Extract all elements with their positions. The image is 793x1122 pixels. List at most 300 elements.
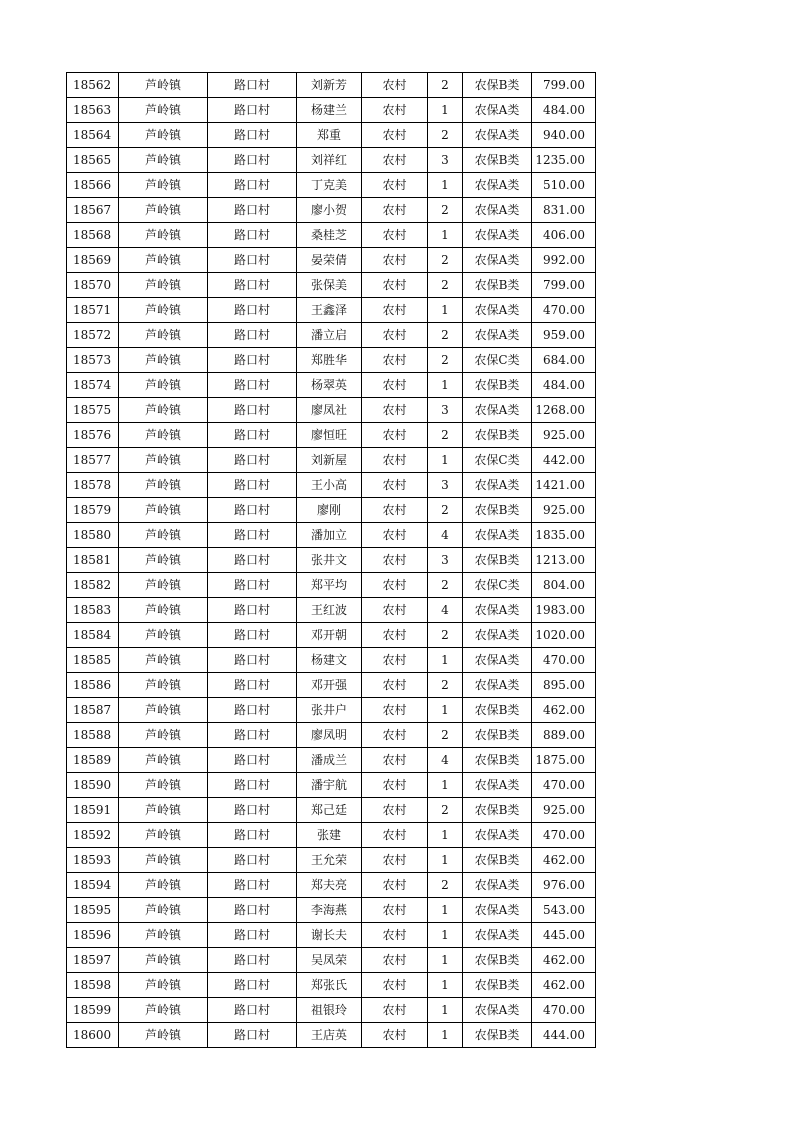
record-id-cell: 18589 (67, 748, 119, 773)
household-count-cell: 2 (428, 273, 463, 298)
village-cell: 路口村 (208, 448, 297, 473)
category-cell: 农保B类 (463, 423, 532, 448)
record-id-cell: 18565 (67, 148, 119, 173)
village-cell: 路口村 (208, 973, 297, 998)
village-cell: 路口村 (208, 123, 297, 148)
name-cell: 杨翠英 (297, 373, 362, 398)
table-row (67, 123, 596, 148)
name-cell: 邓开强 (297, 673, 362, 698)
area-type-cell: 农村 (362, 898, 428, 923)
record-id-cell: 18586 (67, 673, 119, 698)
record-id-cell: 18576 (67, 423, 119, 448)
record-id-cell: 18570 (67, 273, 119, 298)
category-cell: 农保A类 (463, 473, 532, 498)
village-cell: 路口村 (208, 273, 297, 298)
table-body (67, 73, 596, 1048)
town-cell: 芦岭镇 (119, 673, 208, 698)
town-cell: 芦岭镇 (119, 123, 208, 148)
area-type-cell: 农村 (362, 748, 428, 773)
household-count-cell: 2 (428, 423, 463, 448)
name-cell: 刘新芳 (297, 73, 362, 98)
record-id-cell: 18563 (67, 98, 119, 123)
household-count-cell: 2 (428, 723, 463, 748)
household-count-cell: 1 (428, 173, 463, 198)
table-row (67, 698, 596, 723)
village-cell: 路口村 (208, 723, 297, 748)
household-count-cell: 3 (428, 548, 463, 573)
amount-cell: 470.00 (532, 648, 596, 673)
amount-cell: 895.00 (532, 673, 596, 698)
area-type-cell: 农村 (362, 123, 428, 148)
amount-cell: 925.00 (532, 498, 596, 523)
category-cell: 农保A类 (463, 323, 532, 348)
table-row (67, 1023, 596, 1048)
area-type-cell: 农村 (362, 273, 428, 298)
area-type-cell: 农村 (362, 298, 428, 323)
household-count-cell: 2 (428, 573, 463, 598)
household-count-cell: 2 (428, 73, 463, 98)
table-row (67, 623, 596, 648)
town-cell: 芦岭镇 (119, 73, 208, 98)
category-cell: 农保A类 (463, 248, 532, 273)
village-cell: 路口村 (208, 648, 297, 673)
amount-cell: 470.00 (532, 823, 596, 848)
record-id-cell: 18575 (67, 398, 119, 423)
town-cell: 芦岭镇 (119, 948, 208, 973)
table-row (67, 98, 596, 123)
table-row (67, 673, 596, 698)
village-cell: 路口村 (208, 148, 297, 173)
household-count-cell: 1 (428, 298, 463, 323)
area-type-cell: 农村 (362, 73, 428, 98)
name-cell: 杨建文 (297, 648, 362, 673)
record-id-cell: 18600 (67, 1023, 119, 1048)
amount-cell: 470.00 (532, 998, 596, 1023)
amount-cell: 976.00 (532, 873, 596, 898)
table-row (67, 73, 596, 98)
village-cell: 路口村 (208, 598, 297, 623)
village-cell: 路口村 (208, 98, 297, 123)
amount-cell: 470.00 (532, 773, 596, 798)
town-cell: 芦岭镇 (119, 448, 208, 473)
town-cell: 芦岭镇 (119, 373, 208, 398)
category-cell: 农保A类 (463, 223, 532, 248)
household-count-cell: 3 (428, 473, 463, 498)
household-count-cell: 1 (428, 698, 463, 723)
record-id-cell: 18592 (67, 823, 119, 848)
town-cell: 芦岭镇 (119, 173, 208, 198)
category-cell: 农保A类 (463, 898, 532, 923)
village-cell: 路口村 (208, 198, 297, 223)
amount-cell: 1235.00 (532, 148, 596, 173)
village-cell: 路口村 (208, 298, 297, 323)
record-id-cell: 18564 (67, 123, 119, 148)
village-cell: 路口村 (208, 823, 297, 848)
household-count-cell: 2 (428, 673, 463, 698)
name-cell: 邓开朝 (297, 623, 362, 648)
area-type-cell: 农村 (362, 598, 428, 623)
household-count-cell: 1 (428, 973, 463, 998)
category-cell: 农保B类 (463, 948, 532, 973)
town-cell: 芦岭镇 (119, 1023, 208, 1048)
area-type-cell: 农村 (362, 798, 428, 823)
record-id-cell: 18573 (67, 348, 119, 373)
table-row (67, 573, 596, 598)
village-cell: 路口村 (208, 623, 297, 648)
area-type-cell: 农村 (362, 1023, 428, 1048)
name-cell: 张井户 (297, 698, 362, 723)
household-count-cell: 2 (428, 623, 463, 648)
table-row (67, 298, 596, 323)
record-id-cell: 18582 (67, 573, 119, 598)
category-cell: 农保B类 (463, 548, 532, 573)
amount-cell: 462.00 (532, 848, 596, 873)
amount-cell: 799.00 (532, 273, 596, 298)
area-type-cell: 农村 (362, 248, 428, 273)
town-cell: 芦岭镇 (119, 473, 208, 498)
name-cell: 王小高 (297, 473, 362, 498)
table-row (67, 273, 596, 298)
amount-cell: 1421.00 (532, 473, 596, 498)
name-cell: 张保美 (297, 273, 362, 298)
category-cell: 农保B类 (463, 973, 532, 998)
name-cell: 刘新屋 (297, 448, 362, 473)
household-count-cell: 2 (428, 798, 463, 823)
town-cell: 芦岭镇 (119, 298, 208, 323)
area-type-cell: 农村 (362, 148, 428, 173)
town-cell: 芦岭镇 (119, 423, 208, 448)
name-cell: 潘成兰 (297, 748, 362, 773)
table-row (67, 898, 596, 923)
name-cell: 王允荣 (297, 848, 362, 873)
town-cell: 芦岭镇 (119, 348, 208, 373)
category-cell: 农保B类 (463, 748, 532, 773)
name-cell: 祖银玲 (297, 998, 362, 1023)
amount-cell: 484.00 (532, 373, 596, 398)
village-cell: 路口村 (208, 73, 297, 98)
town-cell: 芦岭镇 (119, 748, 208, 773)
category-cell: 农保B类 (463, 148, 532, 173)
village-cell: 路口村 (208, 798, 297, 823)
table-row (67, 148, 596, 173)
table-row (67, 398, 596, 423)
name-cell: 郑平均 (297, 573, 362, 598)
table-row (67, 548, 596, 573)
table-row (67, 998, 596, 1023)
area-type-cell: 农村 (362, 773, 428, 798)
name-cell: 潘宇航 (297, 773, 362, 798)
table-row (67, 323, 596, 348)
village-cell: 路口村 (208, 1023, 297, 1048)
area-type-cell: 农村 (362, 848, 428, 873)
household-count-cell: 4 (428, 598, 463, 623)
village-cell: 路口村 (208, 398, 297, 423)
area-type-cell: 农村 (362, 573, 428, 598)
name-cell: 廖刚 (297, 498, 362, 523)
category-cell: 农保A类 (463, 873, 532, 898)
town-cell: 芦岭镇 (119, 698, 208, 723)
name-cell: 郑夫亮 (297, 873, 362, 898)
record-id-cell: 18580 (67, 523, 119, 548)
village-cell: 路口村 (208, 873, 297, 898)
town-cell: 芦岭镇 (119, 573, 208, 598)
town-cell: 芦岭镇 (119, 973, 208, 998)
category-cell: 农保A类 (463, 523, 532, 548)
record-id-cell: 18577 (67, 448, 119, 473)
village-cell: 路口村 (208, 573, 297, 598)
category-cell: 农保A类 (463, 773, 532, 798)
area-type-cell: 农村 (362, 673, 428, 698)
name-cell: 李海燕 (297, 898, 362, 923)
town-cell: 芦岭镇 (119, 898, 208, 923)
town-cell: 芦岭镇 (119, 398, 208, 423)
table-row (67, 648, 596, 673)
household-count-cell: 1 (428, 1023, 463, 1048)
town-cell: 芦岭镇 (119, 998, 208, 1023)
household-count-cell: 4 (428, 523, 463, 548)
record-id-cell: 18588 (67, 723, 119, 748)
amount-cell: 1268.00 (532, 398, 596, 423)
area-type-cell: 农村 (362, 198, 428, 223)
amount-cell: 831.00 (532, 198, 596, 223)
category-cell: 农保B类 (463, 273, 532, 298)
area-type-cell: 农村 (362, 648, 428, 673)
household-count-cell: 1 (428, 898, 463, 923)
town-cell: 芦岭镇 (119, 148, 208, 173)
record-id-cell: 18574 (67, 373, 119, 398)
area-type-cell: 农村 (362, 523, 428, 548)
table-row (67, 473, 596, 498)
table-row (67, 823, 596, 848)
name-cell: 廖恒旺 (297, 423, 362, 448)
record-id-cell: 18585 (67, 648, 119, 673)
town-cell: 芦岭镇 (119, 523, 208, 548)
name-cell: 晏荣倩 (297, 248, 362, 273)
area-type-cell: 农村 (362, 173, 428, 198)
town-cell: 芦岭镇 (119, 848, 208, 873)
household-count-cell: 1 (428, 923, 463, 948)
amount-cell: 406.00 (532, 223, 596, 248)
name-cell: 刘祥红 (297, 148, 362, 173)
table-row (67, 423, 596, 448)
category-cell: 农保B类 (463, 498, 532, 523)
amount-cell: 462.00 (532, 698, 596, 723)
name-cell: 郑张氏 (297, 973, 362, 998)
name-cell: 丁克美 (297, 173, 362, 198)
town-cell: 芦岭镇 (119, 623, 208, 648)
household-count-cell: 2 (428, 498, 463, 523)
amount-cell: 940.00 (532, 123, 596, 148)
name-cell: 廖小贺 (297, 198, 362, 223)
amount-cell: 684.00 (532, 348, 596, 373)
category-cell: 农保A类 (463, 198, 532, 223)
village-cell: 路口村 (208, 473, 297, 498)
name-cell: 王店英 (297, 1023, 362, 1048)
category-cell: 农保C类 (463, 348, 532, 373)
amount-cell: 462.00 (532, 948, 596, 973)
town-cell: 芦岭镇 (119, 648, 208, 673)
category-cell: 农保A类 (463, 998, 532, 1023)
household-count-cell: 2 (428, 123, 463, 148)
record-id-cell: 18579 (67, 498, 119, 523)
record-id-cell: 18594 (67, 873, 119, 898)
category-cell: 农保A类 (463, 173, 532, 198)
household-count-cell: 2 (428, 348, 463, 373)
village-cell: 路口村 (208, 348, 297, 373)
category-cell: 农保B类 (463, 798, 532, 823)
amount-cell: 1983.00 (532, 598, 596, 623)
area-type-cell: 农村 (362, 423, 428, 448)
name-cell: 桑桂芝 (297, 223, 362, 248)
village-cell: 路口村 (208, 923, 297, 948)
area-type-cell: 农村 (362, 823, 428, 848)
record-id-cell: 18597 (67, 948, 119, 973)
table-row (67, 523, 596, 548)
area-type-cell: 农村 (362, 998, 428, 1023)
category-cell: 农保A类 (463, 673, 532, 698)
record-id-cell: 18591 (67, 798, 119, 823)
record-id-cell: 18568 (67, 223, 119, 248)
household-count-cell: 1 (428, 448, 463, 473)
category-cell: 农保B类 (463, 723, 532, 748)
area-type-cell: 农村 (362, 348, 428, 373)
village-cell: 路口村 (208, 373, 297, 398)
category-cell: 农保B类 (463, 373, 532, 398)
town-cell: 芦岭镇 (119, 548, 208, 573)
village-cell: 路口村 (208, 698, 297, 723)
record-id-cell: 18596 (67, 923, 119, 948)
household-count-cell: 1 (428, 773, 463, 798)
amount-cell: 442.00 (532, 448, 596, 473)
name-cell: 郑重 (297, 123, 362, 148)
table-row (67, 798, 596, 823)
category-cell: 农保A类 (463, 648, 532, 673)
village-cell: 路口村 (208, 248, 297, 273)
amount-cell: 925.00 (532, 798, 596, 823)
table-row (67, 848, 596, 873)
town-cell: 芦岭镇 (119, 723, 208, 748)
town-cell: 芦岭镇 (119, 223, 208, 248)
category-cell: 农保A类 (463, 923, 532, 948)
category-cell: 农保B类 (463, 698, 532, 723)
name-cell: 廖凤明 (297, 723, 362, 748)
household-count-cell: 1 (428, 823, 463, 848)
category-cell: 农保B类 (463, 1023, 532, 1048)
category-cell: 农保A类 (463, 823, 532, 848)
amount-cell: 510.00 (532, 173, 596, 198)
area-type-cell: 农村 (362, 398, 428, 423)
household-count-cell: 1 (428, 648, 463, 673)
record-id-cell: 18569 (67, 248, 119, 273)
category-cell: 农保A类 (463, 598, 532, 623)
household-count-cell: 4 (428, 748, 463, 773)
record-id-cell: 18571 (67, 298, 119, 323)
area-type-cell: 农村 (362, 448, 428, 473)
area-type-cell: 农村 (362, 373, 428, 398)
record-id-cell: 18587 (67, 698, 119, 723)
area-type-cell: 农村 (362, 623, 428, 648)
name-cell: 张建 (297, 823, 362, 848)
town-cell: 芦岭镇 (119, 248, 208, 273)
category-cell: 农保B类 (463, 848, 532, 873)
area-type-cell: 农村 (362, 973, 428, 998)
category-cell: 农保C类 (463, 573, 532, 598)
table-row (67, 348, 596, 373)
area-type-cell: 农村 (362, 948, 428, 973)
amount-cell: 959.00 (532, 323, 596, 348)
town-cell: 芦岭镇 (119, 198, 208, 223)
name-cell: 吴凤荣 (297, 948, 362, 973)
record-id-cell: 18566 (67, 173, 119, 198)
household-count-cell: 2 (428, 248, 463, 273)
table-row (67, 923, 596, 948)
village-cell: 路口村 (208, 998, 297, 1023)
record-id-cell: 18572 (67, 323, 119, 348)
amount-cell: 889.00 (532, 723, 596, 748)
town-cell: 芦岭镇 (119, 798, 208, 823)
name-cell: 王鑫泽 (297, 298, 362, 323)
amount-cell: 804.00 (532, 573, 596, 598)
town-cell: 芦岭镇 (119, 498, 208, 523)
household-count-cell: 3 (428, 148, 463, 173)
amount-cell: 1213.00 (532, 548, 596, 573)
amount-cell: 1875.00 (532, 748, 596, 773)
name-cell: 潘加立 (297, 523, 362, 548)
amount-cell: 925.00 (532, 423, 596, 448)
record-id-cell: 18567 (67, 198, 119, 223)
record-id-cell: 18583 (67, 598, 119, 623)
table-row (67, 773, 596, 798)
area-type-cell: 农村 (362, 548, 428, 573)
amount-cell: 1020.00 (532, 623, 596, 648)
table-row (67, 723, 596, 748)
category-cell: 农保A类 (463, 123, 532, 148)
record-id-cell: 18598 (67, 973, 119, 998)
amount-cell: 444.00 (532, 1023, 596, 1048)
table-row (67, 248, 596, 273)
table-row (67, 498, 596, 523)
household-count-cell: 1 (428, 998, 463, 1023)
town-cell: 芦岭镇 (119, 923, 208, 948)
village-cell: 路口村 (208, 898, 297, 923)
record-table (66, 72, 596, 1048)
category-cell: 农保A类 (463, 298, 532, 323)
record-id-cell: 18599 (67, 998, 119, 1023)
category-cell: 农保C类 (463, 448, 532, 473)
amount-cell: 462.00 (532, 973, 596, 998)
area-type-cell: 农村 (362, 473, 428, 498)
village-cell: 路口村 (208, 498, 297, 523)
table-row (67, 448, 596, 473)
amount-cell: 543.00 (532, 898, 596, 923)
village-cell: 路口村 (208, 223, 297, 248)
name-cell: 杨建兰 (297, 98, 362, 123)
category-cell: 农保A类 (463, 623, 532, 648)
village-cell: 路口村 (208, 173, 297, 198)
town-cell: 芦岭镇 (119, 598, 208, 623)
name-cell: 廖凤社 (297, 398, 362, 423)
village-cell: 路口村 (208, 673, 297, 698)
amount-cell: 445.00 (532, 923, 596, 948)
amount-cell: 1835.00 (532, 523, 596, 548)
record-id-cell: 18584 (67, 623, 119, 648)
table-row (67, 873, 596, 898)
record-id-cell: 18578 (67, 473, 119, 498)
name-cell: 王红波 (297, 598, 362, 623)
area-type-cell: 农村 (362, 98, 428, 123)
name-cell: 张井文 (297, 548, 362, 573)
town-cell: 芦岭镇 (119, 773, 208, 798)
